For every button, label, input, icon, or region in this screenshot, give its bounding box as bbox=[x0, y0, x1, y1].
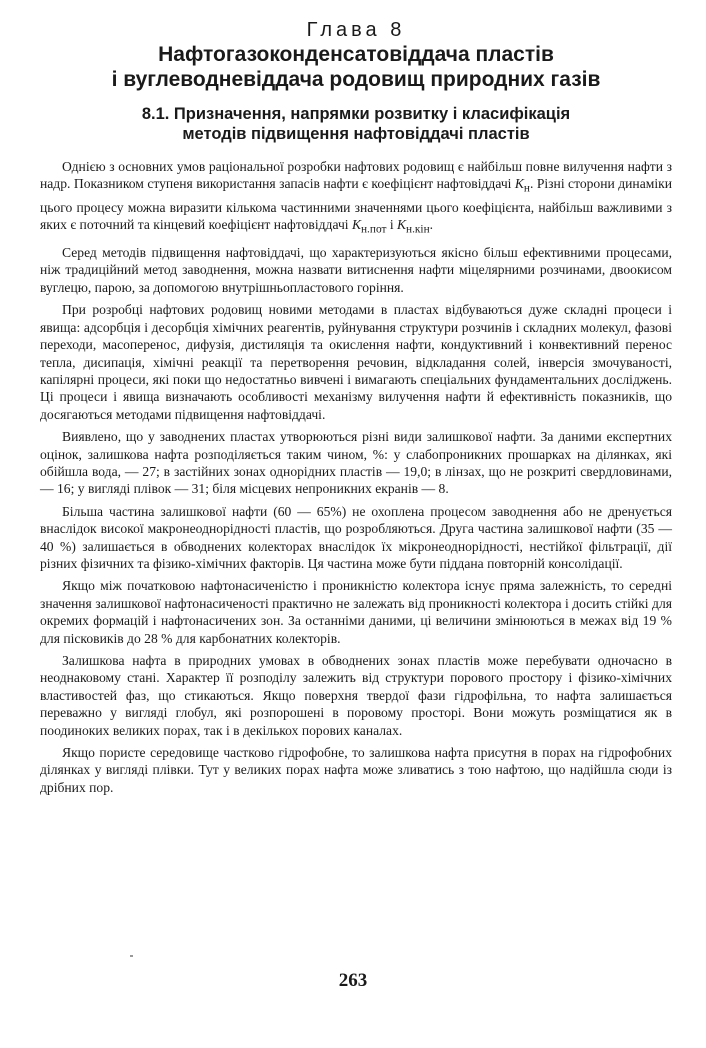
coefficient-symbol: К bbox=[514, 176, 524, 192]
chapter-title bbox=[40, 42, 672, 92]
current-coefficient-symbol: К bbox=[351, 216, 361, 232]
body-text bbox=[40, 158, 672, 796]
paragraph-1-conjunction: і bbox=[386, 216, 397, 232]
paragraph-1-text-before: Однією з основних умов раціональної розробки нафтових родовищ є найбільш повне вилучення нафти з надр. Показником ступеня використання запасів нафти є коефіцієнт нафтовіддачі bbox=[40, 159, 672, 192]
paragraph-7: Залишкова нафта в природних умовах в обводнених зонах пластів може перебувати одночасно в неоднаковому стані. Характер її розподілу залежить від структури порового простору і фізико-хімічних властивостей фаз, що стикаються. Якщо поверхня твердої фази гідрофільна, то нафта залишається переважно у вигляді глобул, які розпорошені в поровому просторі. Вони можуть розміщатися як в поодиноких великих порах, так і в декількох порових каналах. bbox=[40, 653, 672, 738]
section-title-line-1: 8.1. Призначення, напрямки розвитку і класифікація bbox=[141, 105, 571, 123]
section-title bbox=[40, 104, 672, 144]
chapter-label: Глава 8 bbox=[306, 19, 406, 41]
paragraph-6: Якщо між початковою нафтонасиченістю і проникністю колектора існує пряма залежність, то середні значення залишкової нафтонасиченості практично не залежать від проникності колектора і досить стійкі для окремих формацій і нафтонасичених зон. За останніми даними, ці величини змінюються в межах від 19 % для пісковиків до 28 % для карбонатних колекторів. bbox=[40, 578, 672, 646]
paragraph-1-text-end: . bbox=[429, 216, 434, 232]
paragraph-8: Якщо пористе середовище частково гідрофобне, то залишкова нафта присутня в порах на гідрофобних ділянках у вигляді плівки. Тут у великих порах нафта може зливатись з тою нафтою, що надійшла сюди із дрібних пор. bbox=[40, 745, 672, 795]
chapter-title-line-2: і вуглеводневіддача родовищ природних газів bbox=[111, 68, 601, 91]
paragraph-4: Виявлено, що у заводнених пластах утворюються різні види залишкової нафти. За даними експертних оцінок, залишкова нафта розподіляється таким чином, %: у слабопроникних прошарках на ділянках, які обійшла вода, — 27; в застійних зонах однорідних пластів — 19,0; в лінзах, що не розкриті свердловинами, — 16; у вигляді плівок — 31; біля місцевих непроникних екранів — 8. bbox=[40, 429, 672, 497]
final-coefficient-subscript: н.кін bbox=[406, 223, 430, 236]
paragraph-1-text-middle: . Різні сторони динаміки цього процесу можна виразити кількома частинними значеннями цього коефіцієнта, найбільш важливими з яких є поточний та кінцевий коефіцієнт нафтовіддачі bbox=[40, 176, 672, 232]
page-number: 263 bbox=[338, 970, 368, 991]
paragraph-3: При розробці нафтових родовищ новими методами в пластах відбуваються дуже складні процеси і явища: адсорбція і десорбція хімічних реагентів, руйнування структури розчинів і складних молекул, фазові переходи, масоперенос, дифузія, дистиляція та окислення нафти, кондуктивний і конвективний перенос тепла, дисипація, хімічні реакції та перетворення речовин, відкладання солей, інверсія змочуваності, капілярні процеси, які поки що недостатньо вивчені і вимагають спеціальних фундаментальних досліджень. Ці процеси і явища визначають особливості механізму вилучення нафти й ефективність показників, що досягаються методами підвищення нафтовіддачі. bbox=[40, 302, 672, 422]
paragraph-1 bbox=[40, 158, 672, 239]
paragraph-2: Серед методів підвищення нафтовіддачі, що характеризуються якісно більш ефективними процесами, ніж традиційний метод заводнення, можна назвати витиснення нафти міцелярними розчинами, двоокисом вуглецю, парою, за допомогою внутрішньопластового горіння. bbox=[40, 245, 672, 295]
final-coefficient-symbol: К bbox=[397, 216, 407, 232]
paragraph-5: Більша частина залишкової нафти (60 — 65%) не охоплена процесом заводнення або не дренується внаслідок високої макронеоднорідності пластів, що розробляються. Друга частина залишкової нафти (35 — 40 %) залишається в обводнених колекторах внаслідок їх мікронеоднорідності, нестійкої фільтрації, дії різних фізичних та фізико-хімічних факторів. Ця частина може бути піддана повторній консолідації. bbox=[40, 503, 672, 571]
current-coefficient-subscript: н.пот bbox=[360, 223, 387, 236]
chapter-title-line-1: Нафтогазоконденсатовіддача пластів bbox=[158, 43, 554, 66]
section-title-line-2: методів підвищення нафтовіддачі пластів bbox=[182, 125, 530, 143]
scan-speck bbox=[130, 955, 133, 957]
coefficient-subscript: н bbox=[523, 183, 530, 196]
